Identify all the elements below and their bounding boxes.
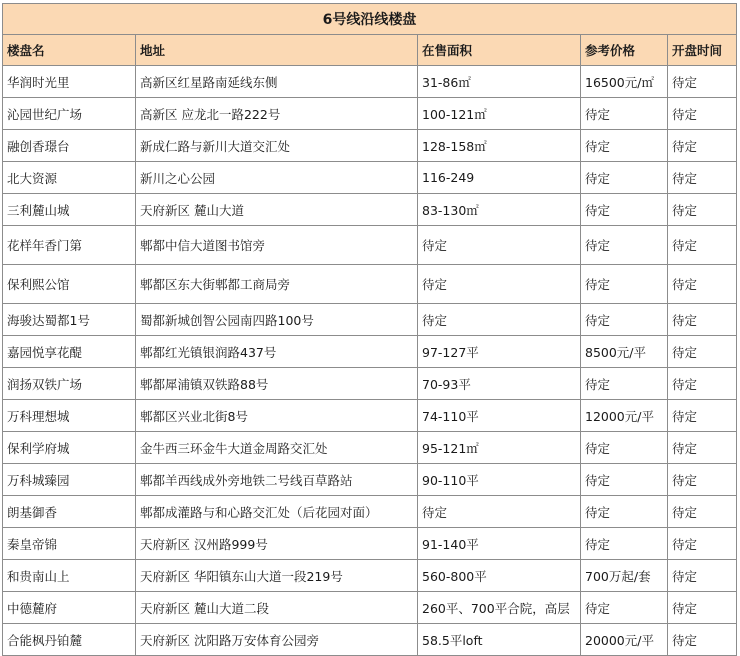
cell-address[interactable]: 天府新区 麓山大道 [136,194,418,226]
cell-address[interactable]: 郫都区兴业北街8号 [136,400,418,432]
table-row [3,592,737,624]
cell-area[interactable]: 560-800平 [418,560,581,592]
cell-open-time[interactable]: 待定 [668,336,737,368]
cell-name[interactable]: 华润时光里 [3,66,136,98]
cell-open-time[interactable]: 待定 [668,265,737,304]
table-row [3,560,737,592]
table-row [3,162,737,194]
cell-address[interactable]: 郫都羊西线成外旁地铁二号线百草路站 [136,464,418,496]
cell-price[interactable]: 待定 [581,304,668,336]
cell-open-time[interactable]: 待定 [668,304,737,336]
cell-price[interactable]: 待定 [581,226,668,265]
cell-address[interactable]: 蜀都新城创智公园南四路100号 [136,304,418,336]
cell-area[interactable]: 260平、700平合院，高层 [418,592,581,624]
cell-name[interactable]: 保利学府城 [3,432,136,464]
cell-area[interactable]: 58.5平loft [418,624,581,656]
cell-price[interactable]: 12000元/平 [581,400,668,432]
header-price[interactable]: 参考价格 [581,35,668,66]
cell-name[interactable]: 朗基御香 [3,496,136,528]
cell-address[interactable]: 郫都中信大道图书馆旁 [136,226,418,265]
cell-address[interactable]: 天府新区 沈阳路万安体育公园旁 [136,624,418,656]
table-row [3,98,737,130]
cell-name[interactable]: 沁园世纪广场 [3,98,136,130]
table-row [3,304,737,336]
table-row [3,464,737,496]
table-row [3,265,737,304]
table-row [3,432,737,464]
cell-open-time[interactable]: 待定 [668,66,737,98]
cell-name[interactable]: 中德麓府 [3,592,136,624]
cell-name[interactable]: 嘉园悦享花醍 [3,336,136,368]
cell-address[interactable]: 郫都区东大街郫都工商局旁 [136,265,418,304]
cell-address[interactable]: 天府新区 汉州路999号 [136,528,418,560]
cell-area[interactable]: 待定 [418,304,581,336]
cell-address[interactable]: 天府新区 麓山大道二段 [136,592,418,624]
table-title[interactable]: 6号线沿线楼盘 [3,4,737,35]
cell-name[interactable]: 合能枫丹铂麓 [3,624,136,656]
cell-name[interactable]: 秦皇帝锦 [3,528,136,560]
cell-area[interactable]: 100-121㎡ [418,98,581,130]
cell-name[interactable]: 三利麓山城 [3,194,136,226]
cell-price[interactable]: 16500元/㎡ [581,66,668,98]
cell-address[interactable]: 金牛西三环金牛大道金周路交汇处 [136,432,418,464]
header-open-time[interactable]: 开盘时间 [668,35,737,66]
cell-price[interactable]: 待定 [581,368,668,400]
cell-price[interactable]: 待定 [581,592,668,624]
cell-area[interactable]: 95-121㎡ [418,432,581,464]
cell-price[interactable]: 8500元/平 [581,336,668,368]
cell-address[interactable]: 新成仁路与新川大道交汇处 [136,130,418,162]
table-row [3,130,737,162]
cell-area[interactable]: 74-110平 [418,400,581,432]
table-row [3,624,737,656]
cell-area[interactable]: 待定 [418,496,581,528]
cell-area[interactable]: 70-93平 [418,368,581,400]
cell-address[interactable]: 郫都红光镇银润路437号 [136,336,418,368]
cell-area[interactable]: 83-130㎡ [418,194,581,226]
table-row [3,528,737,560]
cell-name[interactable]: 融创香璟台 [3,130,136,162]
cell-area[interactable]: 待定 [418,265,581,304]
cell-price[interactable]: 700万起/套 [581,560,668,592]
cell-open-time[interactable]: 待定 [668,162,737,194]
table-title-row [3,4,737,35]
cell-name[interactable]: 北大资源 [3,162,136,194]
cell-name[interactable]: 花样年香门第 [3,226,136,265]
table-row [3,66,737,98]
cell-address[interactable]: 高新区红星路南延线东侧 [136,66,418,98]
cell-address[interactable]: 新川之心公园 [136,162,418,194]
table-row [3,336,737,368]
cell-open-time[interactable]: 待定 [668,432,737,464]
cell-name[interactable]: 万科城臻园 [3,464,136,496]
cell-price[interactable]: 待定 [581,130,668,162]
cell-name[interactable]: 万科理想城 [3,400,136,432]
cell-area[interactable]: 待定 [418,226,581,265]
cell-area[interactable]: 116-249 [418,162,581,194]
cell-address[interactable]: 天府新区 华阳镇东山大道一段219号 [136,560,418,592]
cell-name[interactable]: 和贵南山上 [3,560,136,592]
cell-price[interactable]: 20000元/平 [581,624,668,656]
cell-name[interactable]: 海骏达蜀都1号 [3,304,136,336]
header-name[interactable]: 楼盘名 [3,35,136,66]
cell-price[interactable]: 待定 [581,464,668,496]
header-row [3,35,737,66]
table-row [3,496,737,528]
cell-area[interactable]: 128-158㎡ [418,130,581,162]
cell-open-time[interactable]: 待定 [668,130,737,162]
cell-area[interactable]: 97-127平 [418,336,581,368]
cell-area[interactable]: 31-86㎡ [418,66,581,98]
property-table [2,3,737,656]
cell-price[interactable]: 待定 [581,98,668,130]
table-row [3,226,737,265]
cell-open-time[interactable]: 待定 [668,624,737,656]
cell-open-time[interactable]: 待定 [668,528,737,560]
cell-price[interactable]: 待定 [581,265,668,304]
table-row [3,194,737,226]
header-area[interactable]: 在售面积 [418,35,581,66]
cell-open-time[interactable]: 待定 [668,194,737,226]
cell-price[interactable]: 待定 [581,432,668,464]
cell-open-time[interactable]: 待定 [668,400,737,432]
cell-price[interactable]: 待定 [581,528,668,560]
cell-open-time[interactable]: 待定 [668,368,737,400]
cell-address[interactable]: 郫都犀浦镇双铁路88号 [136,368,418,400]
cell-open-time[interactable]: 待定 [668,592,737,624]
cell-area[interactable]: 90-110平 [418,464,581,496]
cell-open-time[interactable]: 待定 [668,98,737,130]
header-address[interactable]: 地址 [136,35,418,66]
cell-address[interactable]: 郫都成灌路与和心路交汇处（后花园对面） [136,496,418,528]
cell-name[interactable]: 保利熙公馆 [3,265,136,304]
cell-name[interactable]: 润扬双铁广场 [3,368,136,400]
cell-open-time[interactable]: 待定 [668,226,737,265]
cell-area[interactable]: 91-140平 [418,528,581,560]
cell-price[interactable]: 待定 [581,496,668,528]
table-row [3,400,737,432]
cell-price[interactable]: 待定 [581,162,668,194]
cell-address[interactable]: 高新区 应龙北一路222号 [136,98,418,130]
cell-open-time[interactable]: 待定 [668,464,737,496]
cell-price[interactable]: 待定 [581,194,668,226]
cell-open-time[interactable]: 待定 [668,496,737,528]
cell-open-time[interactable]: 待定 [668,560,737,592]
table-row [3,368,737,400]
